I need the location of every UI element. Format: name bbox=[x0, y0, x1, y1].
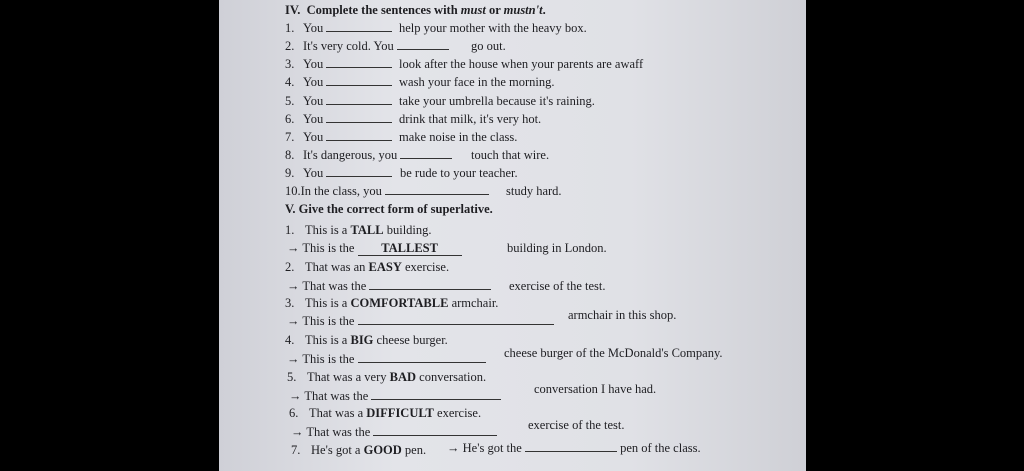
s4-item-9 bbox=[285, 165, 518, 181]
s5-item-number: 4. bbox=[285, 333, 295, 347]
s4-blank-8[interactable] bbox=[400, 147, 452, 159]
s5-sentence-pre: That was a very bbox=[307, 370, 390, 384]
s5-item-4-rewrite bbox=[287, 346, 723, 367]
s5-keyword: COMFORTABLE bbox=[350, 296, 449, 310]
s5-rewrite-pre: He's got the bbox=[462, 441, 522, 455]
s5-item-5-rewrite bbox=[289, 382, 657, 404]
s5-answer-6[interactable] bbox=[373, 435, 497, 436]
s4-item-end: drink that milk, it's very hot. bbox=[399, 112, 542, 126]
s5-keyword: BAD bbox=[389, 370, 417, 384]
s5-sentence-post: conversation. bbox=[416, 370, 487, 384]
s4-item-4 bbox=[285, 74, 555, 90]
s5-rewrite-pre: → This is the bbox=[287, 241, 355, 255]
section-4-must: must bbox=[460, 3, 486, 17]
s5-keyword: EASY bbox=[368, 260, 402, 274]
s5-rewrite-post: cheese burger of the McDonald's Company. bbox=[504, 346, 723, 360]
s4-item-end: help your mother with the heavy box. bbox=[399, 21, 587, 35]
s5-item-2-rewrite bbox=[287, 278, 606, 294]
s4-blank-4[interactable] bbox=[326, 74, 392, 86]
s4-item-number: 4. bbox=[285, 75, 295, 89]
s4-item-start: In the class, you bbox=[300, 184, 382, 198]
s5-answer-2[interactable] bbox=[369, 289, 491, 290]
s5-rewrite-post: building in London. bbox=[507, 241, 607, 255]
s4-blank-9[interactable] bbox=[326, 165, 392, 177]
s4-item-end: wash your face in the morning. bbox=[399, 75, 555, 89]
s5-rewrite-post: exercise of the test. bbox=[528, 418, 625, 432]
s5-item-number: 1. bbox=[285, 223, 295, 237]
s4-item-number: 7. bbox=[285, 130, 295, 144]
s4-blank-10[interactable] bbox=[385, 183, 489, 195]
s5-item-number: 5. bbox=[287, 370, 297, 384]
section-4-heading bbox=[285, 2, 546, 18]
s5-item-3-sentence bbox=[285, 295, 498, 311]
s5-keyword: BIG bbox=[350, 333, 374, 347]
s5-answer-3[interactable] bbox=[358, 324, 554, 325]
section-4-or: or bbox=[485, 3, 504, 17]
s4-item-5 bbox=[285, 93, 595, 109]
s4-blank-3[interactable] bbox=[326, 56, 392, 68]
s5-sentence-post: pen. bbox=[401, 443, 427, 457]
s5-rewrite-pre: → That was the bbox=[291, 425, 371, 439]
s4-item-number: 9. bbox=[285, 166, 295, 180]
s5-answer-4[interactable] bbox=[358, 362, 486, 363]
section-4-end: . bbox=[542, 3, 546, 17]
s4-item-start: You bbox=[303, 57, 324, 71]
s5-sentence-post: building. bbox=[383, 223, 432, 237]
s4-item-3 bbox=[285, 56, 644, 72]
s5-rewrite-pre: → This is the bbox=[287, 352, 355, 366]
s4-item-start: You bbox=[303, 166, 324, 180]
s4-item-start: It's dangerous, you bbox=[303, 148, 398, 162]
s4-blank-6[interactable] bbox=[326, 111, 392, 123]
worksheet-page bbox=[219, 0, 806, 471]
s4-item-1 bbox=[285, 20, 587, 36]
s5-item-1-sentence bbox=[285, 222, 432, 238]
s4-item-number: 2. bbox=[285, 39, 295, 53]
s4-item-start: You bbox=[303, 75, 324, 89]
s4-item-6 bbox=[285, 111, 542, 127]
s4-item-10 bbox=[285, 183, 562, 199]
s4-item-end: study hard. bbox=[506, 184, 562, 198]
s5-item-number: 7. bbox=[291, 443, 301, 457]
s4-item-start: You bbox=[303, 21, 324, 35]
s5-rewrite-post: exercise of the test. bbox=[509, 279, 606, 293]
s5-item-number: 3. bbox=[285, 296, 295, 310]
s5-item-6-sentence bbox=[289, 405, 481, 421]
s4-item-number: 1. bbox=[285, 21, 295, 35]
s4-item-start: You bbox=[303, 94, 324, 108]
s4-item-number: 10. bbox=[285, 184, 301, 198]
s5-item-number: 2. bbox=[285, 260, 295, 274]
s5-sentence-post: exercise. bbox=[433, 406, 482, 420]
s5-item-2-sentence bbox=[285, 259, 449, 275]
s5-answer-1[interactable]: TALLEST bbox=[358, 242, 462, 256]
s5-item-1-rewrite bbox=[287, 240, 607, 256]
s4-blank-5[interactable] bbox=[326, 93, 392, 105]
s4-item-number: 3. bbox=[285, 57, 295, 71]
s5-sentence-pre: This is a bbox=[305, 223, 351, 237]
s4-item-start: You bbox=[303, 130, 324, 144]
s5-keyword: GOOD bbox=[363, 443, 402, 457]
s5-sentence-pre: That was an bbox=[305, 260, 369, 274]
arrow-icon: → bbox=[447, 441, 460, 455]
s5-answer-7[interactable] bbox=[525, 440, 617, 452]
s5-item-number: 6. bbox=[289, 406, 299, 420]
section-4-title: Complete the sentences with bbox=[306, 3, 461, 17]
s5-rewrite-post: pen of the class. bbox=[620, 441, 701, 455]
s4-item-end: take your umbrella because it's raining. bbox=[399, 94, 595, 108]
s5-rewrite-pre: → This is the bbox=[287, 314, 355, 328]
s5-keyword: DIFFICULT bbox=[366, 406, 434, 420]
s5-answer-5[interactable] bbox=[371, 399, 501, 400]
s4-item-end: look after the house when your parents are awaff bbox=[399, 57, 644, 71]
s5-item-7 bbox=[291, 441, 701, 458]
s4-blank-7[interactable] bbox=[326, 129, 392, 141]
s4-blank-2[interactable] bbox=[397, 38, 449, 50]
s4-item-start: You bbox=[303, 112, 324, 126]
s5-keyword: TALL bbox=[350, 223, 384, 237]
s5-sentence-pre: That was a bbox=[309, 406, 367, 420]
s4-item-8 bbox=[285, 147, 550, 163]
s5-sentence-post: exercise. bbox=[401, 260, 450, 274]
s5-sentence-pre: He's got a bbox=[311, 443, 364, 457]
s5-sentence-post: cheese burger. bbox=[373, 333, 448, 347]
section-5-heading: V. Give the correct form of superlative. bbox=[285, 202, 493, 216]
s5-item-3-rewrite bbox=[287, 308, 677, 329]
s5-sentence-pre: This is a bbox=[305, 296, 351, 310]
s4-item-end: be rude to your teacher. bbox=[400, 166, 518, 180]
s5-rewrite-post: conversation I have had. bbox=[534, 382, 657, 396]
s5-item-6-rewrite bbox=[291, 418, 625, 440]
s4-item-end: go out. bbox=[471, 39, 506, 53]
s5-rewrite-pre: → That was the bbox=[289, 389, 369, 403]
s5-item-7-rewrite bbox=[447, 440, 701, 456]
s5-sentence-post: armchair. bbox=[448, 296, 499, 310]
s5-rewrite-post: armchair in this shop. bbox=[568, 308, 677, 322]
s4-item-number: 5. bbox=[285, 94, 295, 108]
s4-item-end: touch that wire. bbox=[471, 148, 550, 162]
s5-item-4-sentence bbox=[285, 332, 448, 348]
section-4-mustnt: mustn't bbox=[503, 3, 543, 17]
s4-item-start: It's very cold. You bbox=[303, 39, 394, 53]
s5-sentence-pre: This is a bbox=[305, 333, 351, 347]
s4-item-2 bbox=[285, 38, 506, 54]
s4-blank-1[interactable] bbox=[326, 20, 392, 32]
s4-item-number: 8. bbox=[285, 148, 295, 162]
s5-item-5-sentence bbox=[287, 369, 486, 385]
s5-rewrite-pre: → That was the bbox=[287, 279, 367, 293]
section-4-number: IV. bbox=[285, 3, 301, 17]
s4-item-7 bbox=[285, 129, 518, 145]
s4-item-number: 6. bbox=[285, 112, 295, 126]
s4-item-end: make noise in the class. bbox=[399, 130, 518, 144]
